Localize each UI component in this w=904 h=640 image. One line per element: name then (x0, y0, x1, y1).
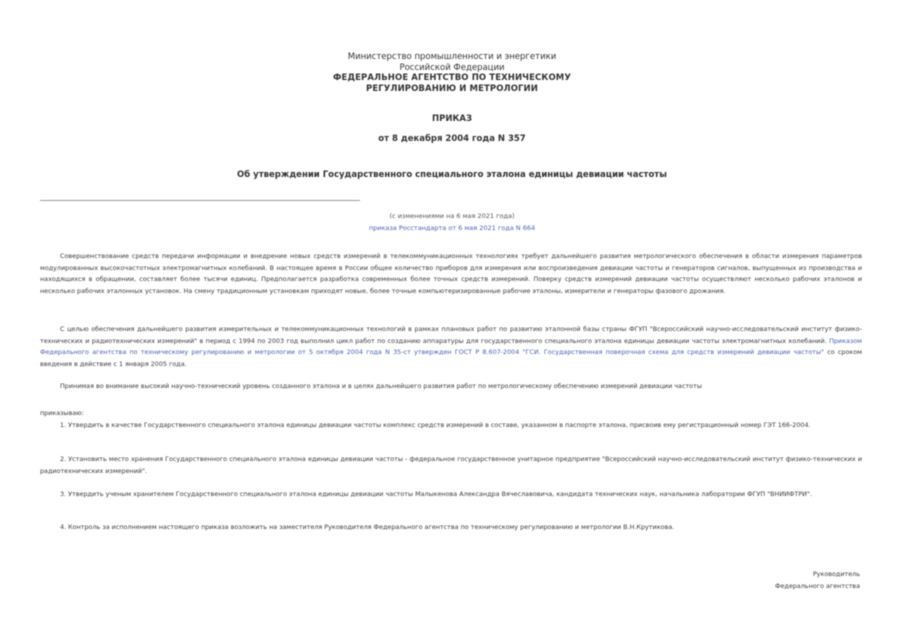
paragraph-purpose-tail: со сроком введения в действие с 1 января 2005 года. (40, 348, 862, 368)
gost-order-link[interactable]: Приказом Федерального агентства по техническому регулированию и метрологии от 5 октября 2004 года N 35-ст утвержден ГОСТ Р 8.607-2004 "ГСИ. Государственная поверочная схема для средств измерений девиации частоты" (40, 336, 862, 357)
order-title: Об утверждении Государственного специального эталона единицы девиации частоты (237, 170, 667, 180)
signature-agency: Федерального агентства (774, 582, 860, 590)
paragraph-intro: Совершенствование средств передачи информации и внедрение новых средств измерений в телекоммуникационных технологиях требует дальнейшего развития метрологического обеспечения в области измерения параметров модулированных высокочастотных электромагнитных колебаний. В настоящее время в России общее количество приборов для измерения или воспроизведения девиации частоты и генераторов сигналов, выпущенных из производства и находящихся в обращении, составляет более тысячи единиц. Предполагается разработка современных более точных средств измерений. Поверку средств измерений девиации частоты осуществляют несколько рабочих эталонов и несколько рабочих эталонных установок. На смену традиционным установкам приходят новые, более точные компьютеризированные рабочие эталоны, измерители и генераторы фазового дрожания. (40, 252, 862, 295)
order-word: приказываю: (40, 409, 84, 417)
signature-title: Руководитель (812, 570, 860, 578)
paragraph-basis: Принимая во внимание высокий научно-технический уровень созданного эталона и в целях дальнейшего развития работ по метрологическому обеспечению измерений девиации частоты (60, 382, 702, 390)
order-date-number: от 8 декабря 2004 года N 357 (378, 134, 526, 144)
agency-line-1: ФЕДЕРАЛЬНОЕ АГЕНТСТВО ПО ТЕХНИЧЕСКОМУ (333, 73, 571, 83)
order-label: ПРИКАЗ (431, 114, 473, 124)
order-item-3: 3. Утвердить ученым хранителем Государственного специального эталона единицы девиации частоты Малыкенова Александра Вячеславовича, кандидата технических наук, начальника лаборатории ФГУП "ВНИИФТРИ". (60, 490, 812, 498)
amendment-note: (с изменениями на 6 мая 2021 года) (389, 212, 515, 220)
ministry-line-1: Министерство промышленности и энергетики (347, 52, 557, 62)
order-item-2: 2. Установить место хранения Государственного специального эталона единицы девиации частоты - федеральное государственное унитарное предприятие "Всероссийский научно-исследовательский институт физико-технических и радиотехнических измерений". (40, 455, 862, 475)
order-item-1: 1. Утвердить в качестве Государственного специального эталона единицы девиации частоты комплекс средств измерений в составе, указанном в паспорте эталона, присвоив ему регистрационный номер ГЭТ 166-2004. (60, 421, 811, 429)
document-header (0, 52, 904, 94)
divider-line (40, 200, 360, 201)
order-item-4: 4. Контроль за исполнением настоящего приказа возложить на заместителя Руководителя Федерального агентства по техническому регулированию и метрологии В.Н.Крутикова. (60, 523, 675, 531)
paragraph-purpose-text: С целью обеспечения дальнейшего развития измерительных и телекоммуникационных технологий в рамках плановых работ по развитию эталонной базы страны ФГУП "Всероссийский научно-исследовательский институт физико-технических и радиотехнических измерений" в период с 1994 по 2003 год выполнил цикл работ по созданию аппаратуры для государственного специального эталона единицы девиации частоты электромагнитных колебаний. (40, 325, 862, 345)
amendment-link[interactable]: приказа Росстандарта от 6 мая 2021 года N 664 (368, 224, 536, 232)
agency-line-2: РЕГУЛИРОВАНИЮ И МЕТРОЛОГИИ (366, 83, 538, 94)
paragraph-purpose (40, 324, 862, 370)
ministry-line-2: Российской Федерации (399, 62, 505, 73)
